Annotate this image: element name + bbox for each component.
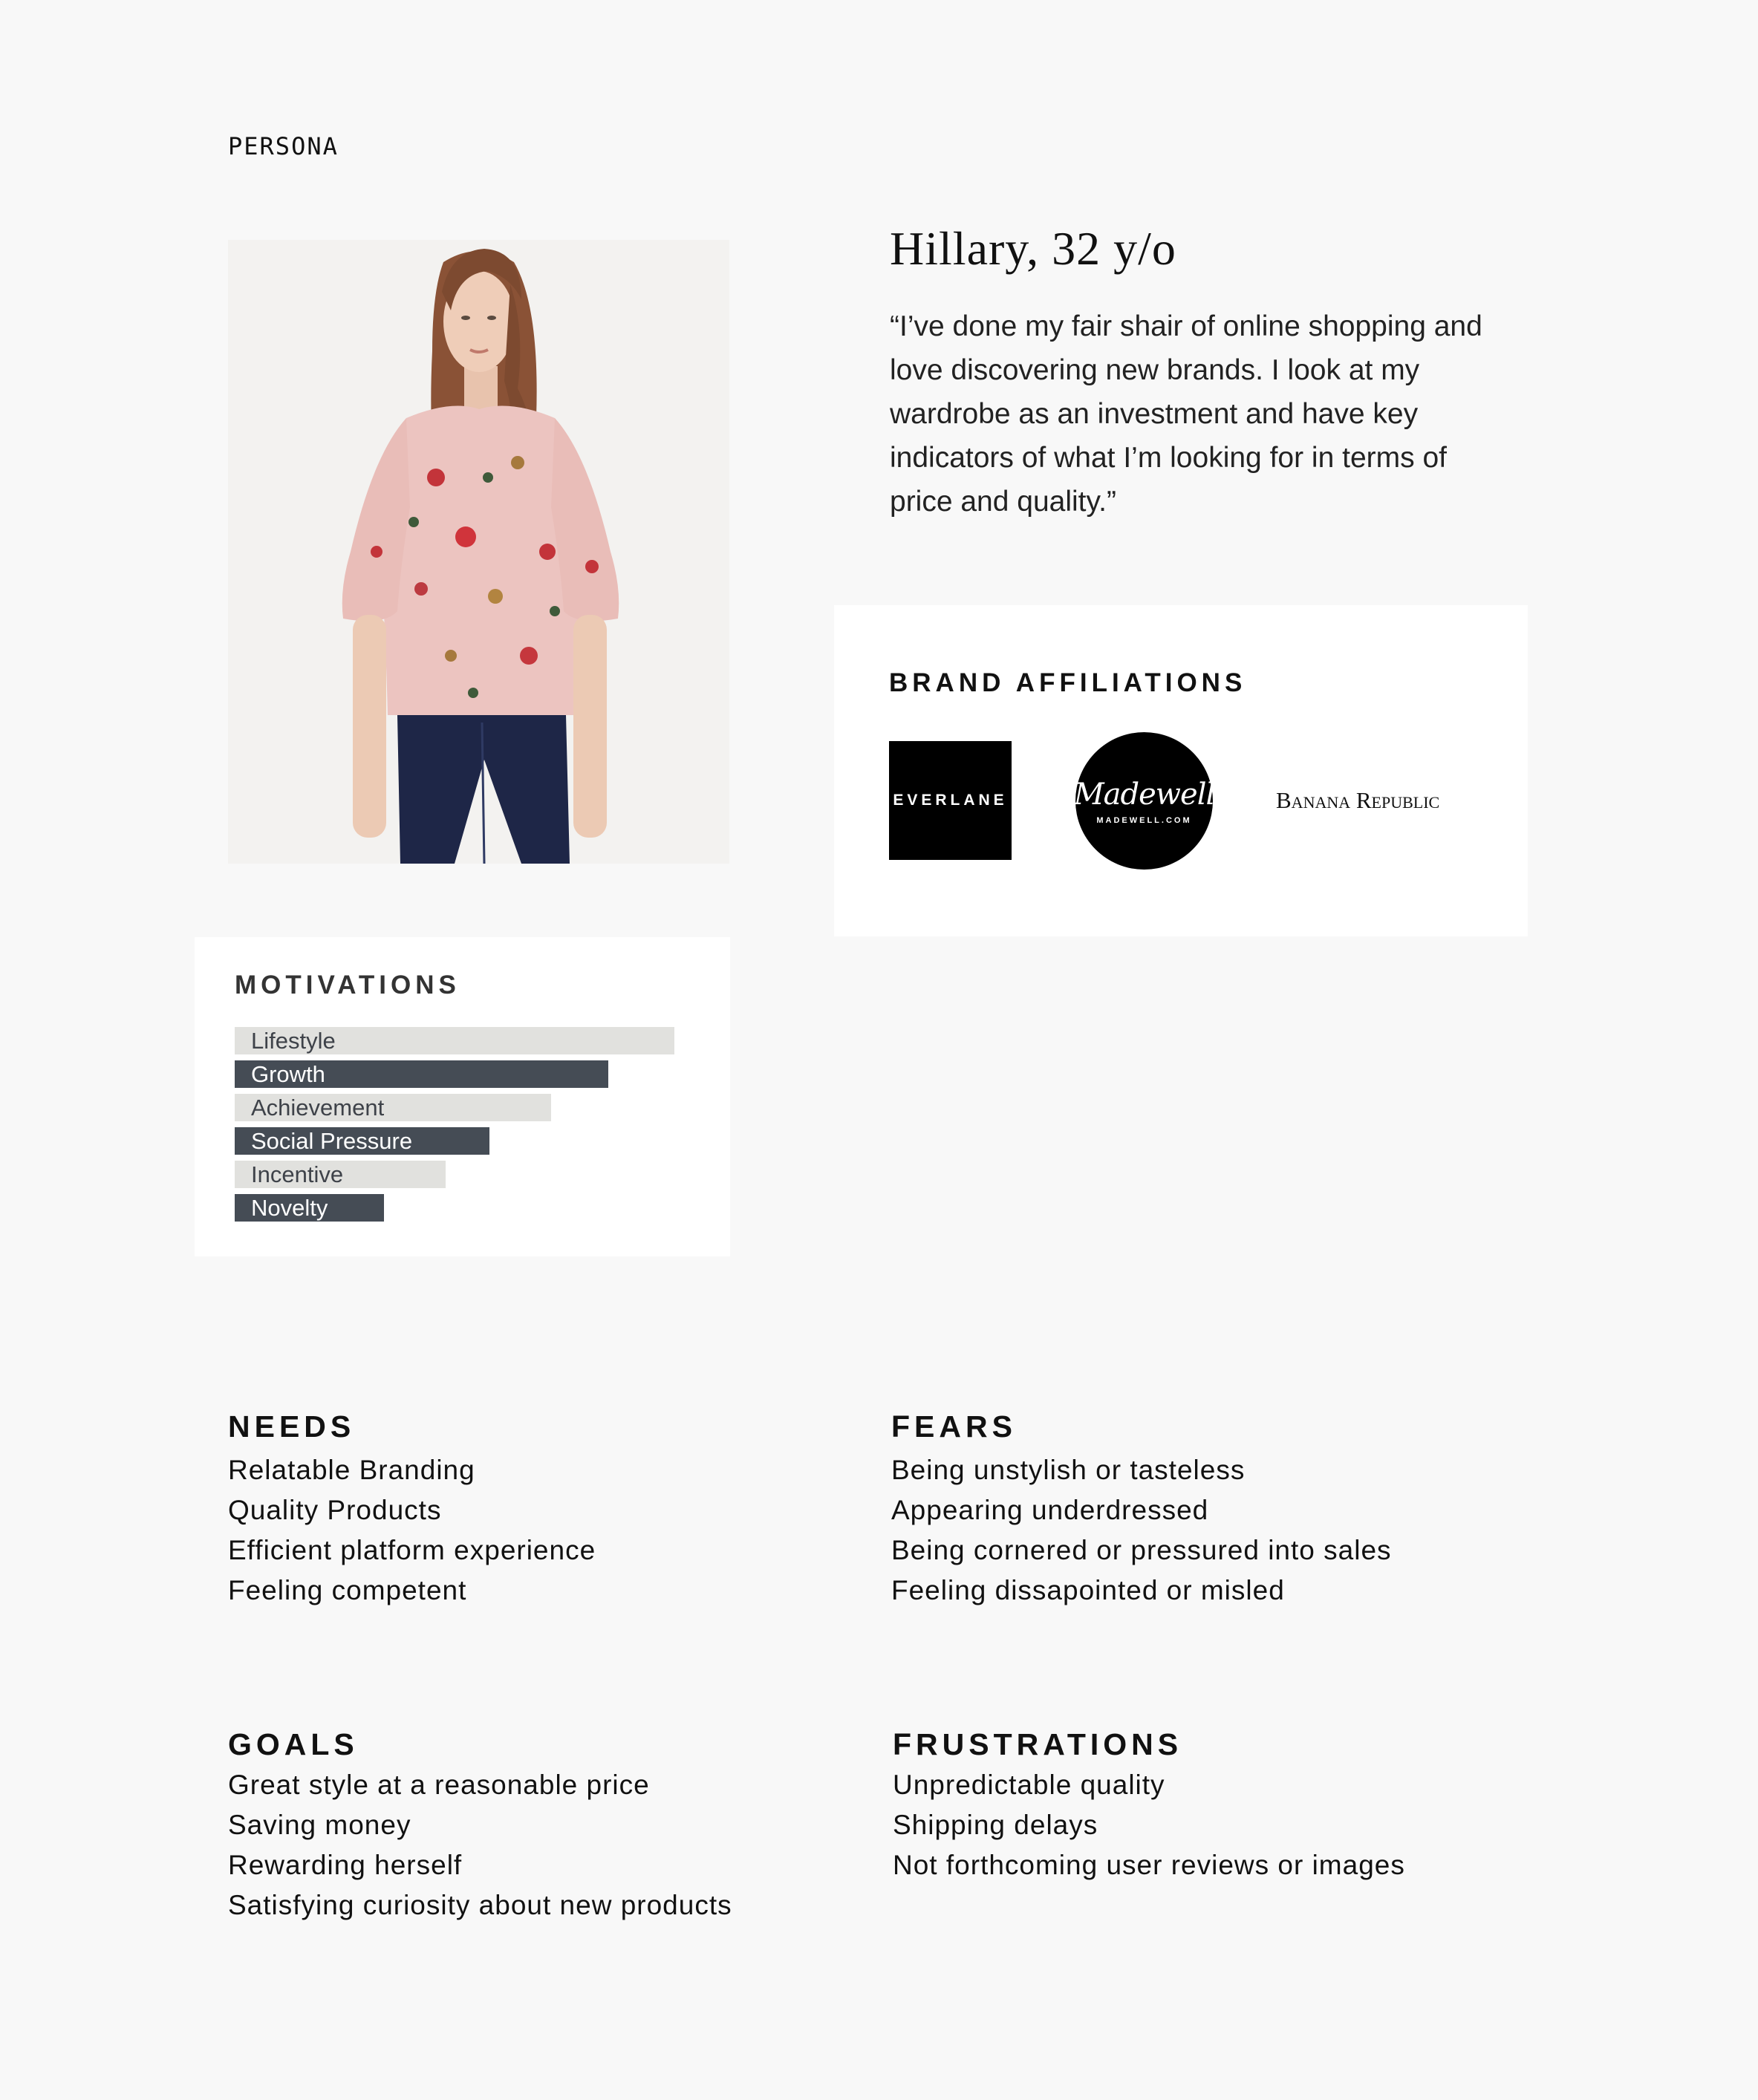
fears-list bbox=[891, 1450, 1392, 1611]
goals-list bbox=[228, 1765, 732, 1925]
motivation-label: Lifestyle bbox=[251, 1028, 336, 1054]
motivation-label: Social Pressure bbox=[251, 1128, 413, 1154]
motivation-bar-social-pressure bbox=[235, 1127, 489, 1155]
goals-title: GOALS bbox=[228, 1727, 359, 1761]
brand-affiliations-card bbox=[834, 605, 1528, 936]
list-item: Appearing underdressed bbox=[891, 1495, 1209, 1525]
persona-quote: “I’ve done my fair shair of online shopping and love discovering new brands. I look at my wardrobe as an investment and have key indicators of what I’m looking for in terms of price and quality.” bbox=[890, 310, 1482, 518]
madewell-logo-script: Madewell bbox=[1073, 777, 1215, 812]
frustrations-section bbox=[893, 1727, 1405, 1885]
motivation-label: Growth bbox=[251, 1061, 325, 1087]
list-item: Efficient platform experience bbox=[228, 1535, 596, 1565]
motivation-bar-novelty bbox=[235, 1194, 384, 1222]
motivation-bar-growth bbox=[235, 1060, 608, 1088]
goals-section bbox=[228, 1727, 732, 1925]
list-item: Relatable Branding bbox=[228, 1455, 475, 1485]
page-eyebrow: PERSONA bbox=[228, 132, 339, 160]
fears-section bbox=[891, 1409, 1392, 1611]
list-item: Satisfying curiosity about new products bbox=[228, 1890, 732, 1920]
list-item: Great style at a reasonable price bbox=[228, 1770, 650, 1800]
motivation-label: Incentive bbox=[251, 1161, 344, 1187]
list-item: Being cornered or pressured into sales bbox=[891, 1535, 1392, 1565]
list-item: Rewarding herself bbox=[228, 1850, 463, 1880]
frustrations-title: FRUSTRATIONS bbox=[893, 1727, 1183, 1761]
list-item: Shipping delays bbox=[893, 1810, 1098, 1840]
frustrations-list bbox=[893, 1765, 1405, 1885]
everlane-logo bbox=[889, 741, 1012, 860]
needs-list bbox=[228, 1450, 596, 1611]
brand-affiliations-title: BRAND AFFILIATIONS bbox=[889, 668, 1247, 697]
banana-republic-logo: Banana Republic bbox=[1276, 787, 1440, 813]
motivation-bar-achievement bbox=[235, 1094, 551, 1121]
needs-section bbox=[228, 1409, 596, 1611]
everlane-logo-text: EVERLANE bbox=[893, 792, 1008, 809]
list-item: Not forthcoming user reviews or images bbox=[893, 1850, 1405, 1880]
madewell-logo-url: MADEWELL.COM bbox=[1096, 815, 1192, 825]
list-item: Being unstylish or tasteless bbox=[891, 1455, 1246, 1485]
fears-title: FEARS bbox=[891, 1409, 1017, 1444]
madewell-logo bbox=[1075, 732, 1213, 870]
motivation-bar-lifestyle bbox=[235, 1027, 674, 1054]
list-item: Feeling competent bbox=[228, 1575, 467, 1605]
list-item: Saving money bbox=[228, 1810, 411, 1840]
list-item: Feeling dissapointed or misled bbox=[891, 1575, 1285, 1605]
motivations-card bbox=[195, 937, 730, 1256]
motivations-title: MOTIVATIONS bbox=[235, 971, 460, 1000]
motivation-bar-incentive bbox=[235, 1161, 446, 1188]
list-item: Quality Products bbox=[228, 1495, 442, 1525]
needs-title: NEEDS bbox=[228, 1409, 356, 1444]
motivation-label: Achievement bbox=[251, 1095, 385, 1121]
persona-name: Hillary, 32 y/o bbox=[890, 222, 1176, 275]
motivation-label: Novelty bbox=[251, 1195, 328, 1221]
persona-photo bbox=[228, 240, 729, 864]
list-item: Unpredictable quality bbox=[893, 1770, 1165, 1800]
